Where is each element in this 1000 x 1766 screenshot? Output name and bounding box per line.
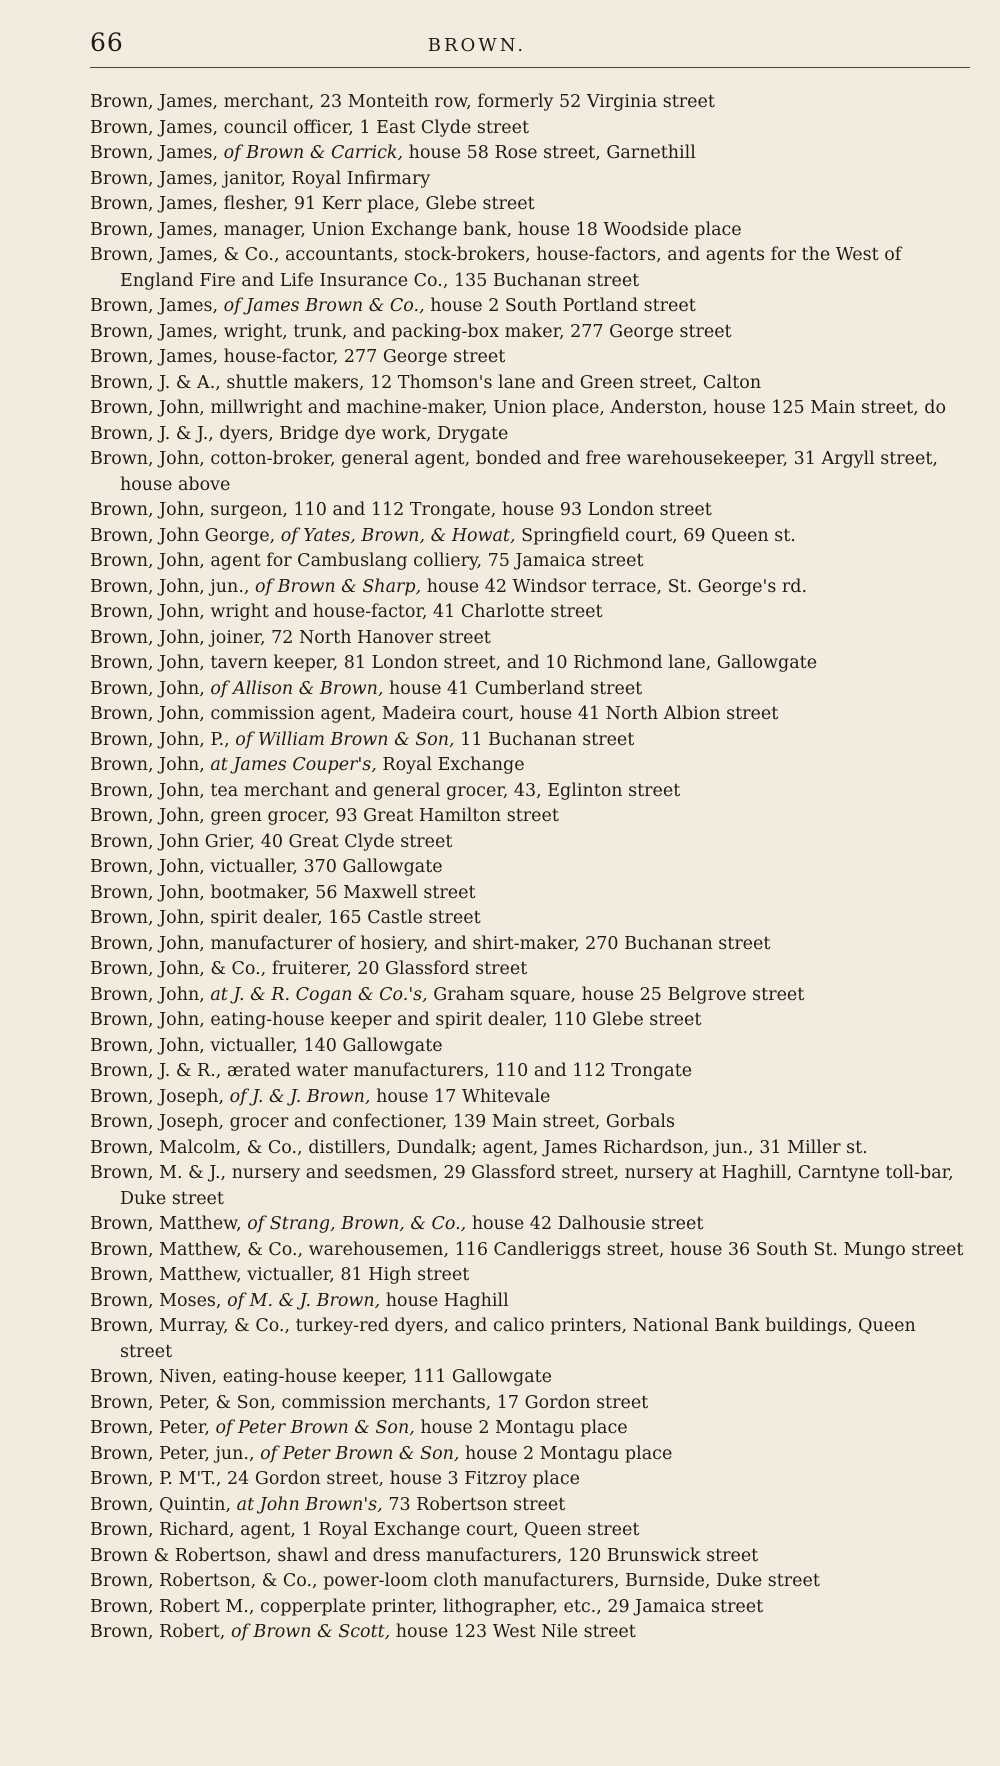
entry-name: Brown, John,	[90, 806, 205, 826]
entry-firm: of Allison & Brown,	[210, 678, 384, 699]
entry-details: copperplate printer, lithographer, etc., 29 Jamaica street	[260, 1596, 764, 1617]
entry-details: commission merchants, 17 Gordon street	[281, 1392, 649, 1413]
entry-name: Brown, Matthew,	[90, 1214, 242, 1234]
entry-name: Brown, John,	[90, 1035, 205, 1056]
entry-name: Brown, Robert,	[90, 1622, 226, 1642]
entry-details: millwright and machine-maker, Union place, Anderston, house 125 Main street, do	[210, 398, 947, 418]
entry-details: grocer and confectioner, 139 Main street, Gorbals	[229, 1112, 675, 1132]
entry-details: surgeon, 110 and 112 Trongate, house 93 London street	[210, 500, 712, 520]
entry-name: Brown, Joseph,	[90, 1086, 225, 1107]
entry-details: distillers, Dundalk; agent, James Richardson, jun., 31 Miller st.	[308, 1137, 868, 1158]
entry-details: 11 Buchanan street	[460, 729, 635, 750]
directory-entry	[90, 804, 970, 830]
directory-entry	[90, 1467, 970, 1493]
directory-entry	[90, 1136, 970, 1162]
entry-name: Brown, James,	[90, 219, 219, 240]
entry-details: victualler, 370 Gallowgate	[210, 857, 443, 877]
entry-firm: of Yates, Brown, & Howat,	[280, 525, 516, 546]
entry-details: shawl and dress manufacturers, 120 Brunswick street	[277, 1545, 759, 1566]
entry-details: eating-house keeper, 111 Gallowgate	[222, 1367, 553, 1387]
entry-details: 73 Robertson street	[388, 1494, 566, 1515]
entry-details: tavern keeper, 81 London street, and 10 Richmond lane, Gallowgate	[210, 653, 818, 673]
entry-details: power-loom cloth manufacturers, Burnside, Duke street	[323, 1571, 820, 1591]
directory-entry	[90, 1620, 970, 1646]
entry-details: spirit dealer, 165 Castle street	[210, 908, 481, 928]
entry-details: house Haghill	[385, 1290, 509, 1311]
directory-entry	[90, 116, 970, 142]
entry-firm: of Peter Brown & Son,	[215, 1418, 415, 1438]
entry-name: Brown, Robert M.,	[90, 1596, 255, 1617]
entry-name: Brown, James,	[90, 296, 219, 316]
entry-name: Brown, John,	[90, 602, 205, 622]
entry-name: Brown, Matthew, & Co.,	[90, 1239, 304, 1260]
entry-name: Brown, James, & Co.,	[90, 245, 280, 265]
entry-name: Brown, John,	[90, 627, 205, 648]
entry-details: house 17 Whitevale	[376, 1086, 551, 1107]
directory-entry	[90, 906, 970, 932]
entry-details: eating-house keeper and spirit dealer, 110 Glebe street	[210, 1010, 702, 1030]
entry-details: commission agent, Madeira court, house 41 North Albion street	[210, 704, 779, 724]
page-header	[90, 28, 970, 68]
directory-entry	[90, 1391, 970, 1417]
directory-entry	[90, 881, 970, 907]
entry-name: Brown, Robertson, & Co.,	[90, 1571, 318, 1591]
directory-entry	[90, 524, 970, 550]
directory-entry	[90, 320, 970, 346]
entry-details: Springfield court, 69 Queen st.	[521, 525, 796, 546]
directory-entry	[90, 983, 970, 1009]
entry-details: turkey-red dyers, and calico printers, National Bank buildings, Queen street	[120, 1316, 916, 1362]
entry-details: warehousemen, 116 Candleriggs street, house 36 South St. Mungo street	[308, 1239, 964, 1260]
directory-entry	[90, 575, 970, 601]
entry-firm: of Brown & Sharp,	[255, 576, 422, 597]
directory-entry	[90, 830, 970, 856]
directory-entry	[90, 1161, 970, 1212]
directory-entry	[90, 90, 970, 116]
directory-entry	[90, 753, 970, 779]
directory-entry	[90, 957, 970, 983]
directory-entry	[90, 932, 970, 958]
entry-details: house 41 Cumberland street	[389, 678, 643, 699]
entry-details: house 2 Montagu place	[465, 1443, 673, 1464]
entry-details: dyers, Bridge dye work, Drygate	[219, 423, 509, 444]
entry-details: Royal Exchange	[382, 755, 525, 775]
entry-name: Brown, John,	[90, 678, 205, 699]
entry-firm: of William Brown & Son,	[235, 729, 455, 750]
entry-details: bootmaker, 56 Maxwell street	[210, 882, 476, 903]
directory-entry	[90, 1544, 970, 1570]
entry-name: Brown, John,	[90, 500, 205, 520]
directory-entry	[90, 1314, 970, 1365]
entry-details: agent for Cambuslang colliery, 75 Jamaica street	[210, 551, 644, 571]
entry-name: Brown, Moses,	[90, 1290, 222, 1311]
entry-firm: of M. & J. Brown,	[227, 1290, 381, 1311]
directory-entry	[90, 1212, 970, 1238]
entry-name: Brown, John,	[90, 780, 205, 801]
directory-entry	[90, 1263, 970, 1289]
entry-name: Brown, James,	[90, 143, 219, 163]
entry-name: Brown, James,	[90, 194, 219, 214]
entry-name: Brown, Quintin,	[90, 1494, 232, 1515]
entry-name: Brown, John,	[90, 398, 205, 418]
entry-details: shuttle makers, 12 Thomson's lane and Green street, Calton	[226, 372, 762, 393]
entry-name: Brown, John Grier,	[90, 831, 256, 852]
entry-details: house 123 West Nile street	[395, 1622, 636, 1642]
directory-entry	[90, 498, 970, 524]
entry-details: 40 Great Clyde street	[260, 831, 453, 852]
directory-entry	[90, 600, 970, 626]
entry-details: Graham square, house 25 Belgrove street	[433, 984, 805, 1005]
directory-entry	[90, 728, 970, 754]
entry-name: Brown, John,	[90, 908, 205, 928]
entry-name: Brown, Joseph,	[90, 1112, 225, 1132]
directory-entry	[90, 677, 970, 703]
entry-name: Brown, Niven,	[90, 1367, 218, 1387]
directory-entry	[90, 192, 970, 218]
directory-entry	[90, 855, 970, 881]
entry-name: Brown & Robertson,	[90, 1545, 272, 1566]
directory-entry	[90, 779, 970, 805]
entry-name: Brown, John,	[90, 857, 205, 877]
entry-details: wright, trunk, and packing-box maker, 277 George street	[223, 321, 732, 342]
entry-name: Brown, J. & R.,	[90, 1061, 222, 1081]
entry-details: 24 Gordon street, house 3 Fitzroy place	[227, 1469, 580, 1489]
entry-firm: of Brown & Scott,	[230, 1622, 391, 1642]
entry-name: Brown, John,	[90, 933, 205, 954]
entry-name: Brown, John,	[90, 653, 205, 673]
directory-entry	[90, 447, 970, 498]
entry-firm: of Brown & Carrick,	[223, 143, 404, 163]
page-heading: BROWN.	[427, 35, 527, 56]
entry-name: Brown, John, jun.,	[90, 576, 250, 597]
directory-entries	[90, 90, 970, 1646]
entry-firm: at John Brown's,	[236, 1494, 383, 1515]
directory-entry	[90, 626, 970, 652]
directory-entry	[90, 1034, 970, 1060]
directory-entry	[90, 1238, 970, 1264]
entry-details: victualler, 81 High street	[247, 1265, 470, 1285]
entry-name: Brown, Malcolm, & Co.,	[90, 1137, 303, 1158]
entry-details: council officer, 1 East Clyde street	[223, 117, 529, 138]
entry-details: victualler, 140 Gallowgate	[210, 1035, 443, 1056]
entry-details: cotton-broker, general agent, bonded and free warehousekeeper, 31 Argyll street, house above	[120, 449, 938, 495]
entry-details: flesher, 91 Kerr place, Glebe street	[223, 194, 535, 214]
entry-name: Brown, John,	[90, 551, 205, 571]
directory-entry	[90, 1085, 970, 1111]
directory-entry	[90, 1416, 970, 1442]
entry-details: ærated water manufacturers, 110 and 112 Trongate	[226, 1061, 693, 1081]
entry-firm: of Strang, Brown, & Co.,	[247, 1214, 467, 1234]
directory-entry	[90, 1289, 970, 1315]
page-number: 66	[90, 28, 124, 57]
entry-name: Brown, Matthew,	[90, 1265, 242, 1285]
directory-entry	[90, 218, 970, 244]
entry-name: Brown, John,	[90, 984, 205, 1005]
entry-name: Brown, James,	[90, 347, 219, 367]
entry-details: house-factor, 277 George street	[223, 347, 506, 367]
directory-entry	[90, 1008, 970, 1034]
entry-details: joiner, 72 North Hanover street	[210, 627, 491, 648]
entry-name: Brown, John,	[90, 449, 205, 469]
directory-entry	[90, 1493, 970, 1519]
directory-entry	[90, 396, 970, 422]
entry-details: house 42 Dalhousie street	[471, 1214, 704, 1234]
entry-name: Brown, Richard,	[90, 1520, 235, 1540]
entry-details: agent, 1 Royal Exchange court, Queen street	[240, 1520, 640, 1540]
directory-entry	[90, 422, 970, 448]
entry-details: house 2 Montagu place	[420, 1418, 628, 1438]
entry-details: house 2 South Portland street	[430, 296, 696, 316]
directory-entry	[90, 345, 970, 371]
entry-name: Brown, James,	[90, 321, 219, 342]
entry-name: Brown, John,	[90, 704, 205, 724]
directory-entry	[90, 1110, 970, 1136]
entry-firm: of James Brown & Co.,	[223, 296, 425, 316]
entry-name: Brown, Peter, & Son,	[90, 1392, 276, 1413]
entry-name: Brown, John, P.,	[90, 729, 230, 750]
directory-entry	[90, 702, 970, 728]
entry-name: Brown, James,	[90, 168, 219, 189]
entry-details: manager, Union Exchange bank, house 18 Woodside place	[223, 219, 742, 240]
entry-name: Brown, John George,	[90, 525, 276, 546]
entry-name: Brown, Peter, jun.,	[90, 1443, 255, 1464]
directory-entry	[90, 1518, 970, 1544]
directory-entry	[90, 549, 970, 575]
entry-details: janitor, Royal Infirmary	[223, 168, 431, 189]
entry-name: Brown, M. & J.,	[90, 1163, 227, 1183]
directory-entry	[90, 243, 970, 294]
directory-entry	[90, 1365, 970, 1391]
directory-entry	[90, 1569, 970, 1595]
entry-details: wright and house-factor, 41 Charlotte street	[210, 602, 603, 622]
entry-name: Brown, James,	[90, 117, 219, 138]
entry-details: nursery and seedsmen, 29 Glassford street, nursery at Haghill, Carntyne toll-bar, Duke street	[120, 1163, 954, 1209]
entry-details: merchant, 23 Monteith row, formerly 52 Virginia street	[223, 92, 715, 112]
entry-name: Brown, John, & Co.,	[90, 959, 267, 979]
entry-firm: at J. & R. Cogan & Co.'s,	[210, 984, 428, 1005]
entry-details: tea merchant and general grocer, 43, Eglinton street	[210, 780, 681, 801]
directory-entry	[90, 141, 970, 167]
entry-firm: of J. & J. Brown,	[229, 1086, 371, 1107]
entry-name: Brown, John,	[90, 755, 205, 775]
entry-details: green grocer, 93 Great Hamilton street	[210, 806, 559, 826]
entry-details: fruiterer, 20 Glassford street	[271, 959, 528, 979]
directory-entry	[90, 1442, 970, 1468]
entry-details: manufacturer of hosiery, and shirt-maker, 270 Buchanan street	[210, 933, 771, 954]
entry-name: Brown, P. M'T.,	[90, 1469, 222, 1489]
entry-name: Brown, John,	[90, 1010, 205, 1030]
entry-details: accountants, stock-brokers, house-factors, and agents for the West of England Fire and Life Insurance Co., 135 Buchanan street	[120, 245, 902, 291]
directory-entry	[90, 651, 970, 677]
entry-name: Brown, J. & A.,	[90, 372, 221, 393]
directory-entry	[90, 294, 970, 320]
entry-firm: of Peter Brown & Son,	[260, 1443, 460, 1464]
entry-firm: at James Couper's,	[210, 755, 377, 775]
entry-name: Brown, Murray, & Co.,	[90, 1316, 291, 1336]
directory-entry	[90, 371, 970, 397]
entry-name: Brown, John,	[90, 882, 205, 903]
directory-entry	[90, 1059, 970, 1085]
directory-entry	[90, 167, 970, 193]
entry-details: house 58 Rose street, Garnethill	[408, 143, 696, 163]
entry-details: house 42 Windsor terrace, St. George's rd.	[426, 576, 808, 597]
entry-name: Brown, J. & J.,	[90, 423, 214, 444]
entry-name: Brown, Peter,	[90, 1418, 210, 1438]
entry-name: Brown, James,	[90, 92, 219, 112]
directory-entry	[90, 1595, 970, 1621]
